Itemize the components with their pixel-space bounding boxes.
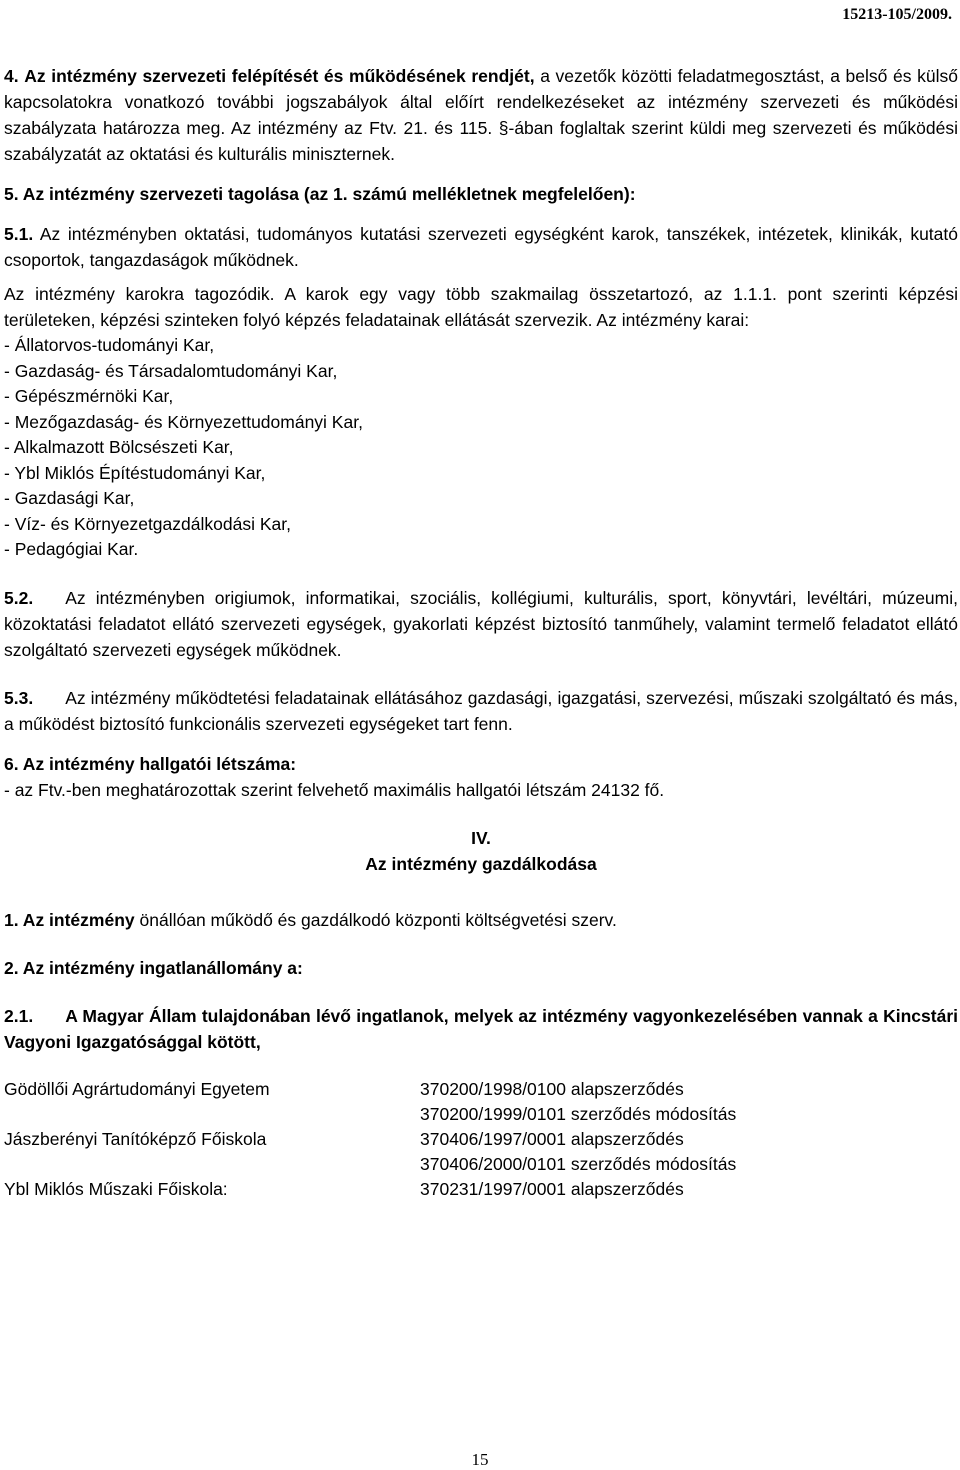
section-5-3	[4, 685, 958, 737]
section-4-text: a vezetők közötti feladatmegosztást, a belső és külső kapcsolatokra vonatkozó további jogszabályok által előírt rendelkezéseket az intézmény szervezeti és működési szabályzata határozza meg. Az intézmény az Ftv. 21. és 115. §-ában foglaltak szerint küldi meg szervezeti és működési szabályzatát az oktatási és kulturális miniszternek.	[4, 66, 958, 164]
section-5-heading: 5. Az intézmény szervezeti tagolása (az 1. számú mellékletnek megfelelően):	[4, 184, 636, 204]
section-5-1-number: 5.1.	[4, 224, 34, 244]
faculty-item: - Gazdaság- és Társadalomtudományi Kar,	[4, 360, 338, 381]
g-2-1-number: 2.1.	[4, 1005, 34, 1026]
faculty-item: - Alkalmazott Bölcsészeti Kar,	[4, 437, 234, 457]
chapter-title: Az intézmény gazdálkodása	[365, 853, 597, 874]
g-1	[4, 907, 958, 933]
faculty-item: - Mezőgazdaság- és Környezettudományi Kar,	[4, 411, 363, 432]
page-content	[4, 63, 958, 1202]
contract-row	[4, 1127, 958, 1152]
faculty-list	[4, 333, 958, 563]
section-6-heading: 6. Az intézmény hallgatói létszáma:	[4, 753, 297, 774]
contract-row	[4, 1152, 958, 1177]
faculty-item: - Gazdasági Kar,	[4, 488, 135, 508]
g-2-heading: 2. Az intézmény ingatlanállomány a:	[4, 957, 303, 978]
g-2-1-text: A Magyar Állam tulajdonában lévő ingatlanok, melyek az intézmény vagyonkezelésében vannak a Kincstári Vagyoni Igazgatósággal kötött,	[4, 1005, 958, 1052]
institution-name: Gödöllői Agrártudományi Egyetem	[4, 1078, 270, 1099]
section-4-bold: Az intézmény szervezeti felépítését és működésének rendjét,	[24, 66, 535, 86]
faculty-item: - Állatorvos-tudományi Kar,	[4, 335, 215, 355]
institution-name: Ybl Miklós Műszaki Főiskola:	[4, 1178, 228, 1199]
section-6-text: - az Ftv.-ben meghatározottak szerint felvehető maximális hallgatói létszám 24132 fő.	[4, 779, 665, 800]
contract-id: 370231/1997/0001 alapszerződés	[420, 1178, 684, 1199]
contract-row	[4, 1102, 958, 1127]
section-5-3-text: Az intézmény működtetési feladatainak ellátásához gazdasági, igazgatási, szervezési, műszaki szolgáltató és más, a működést biztosító funkcionális szervezeti egységeket tart fenn.	[4, 687, 958, 734]
g-1-bold: 1. Az intézmény	[4, 909, 135, 930]
contract-row	[4, 1077, 958, 1102]
contract-id: 370406/1997/0001 alapszerződés	[420, 1128, 684, 1149]
section-5-2-text: Az intézményben origiumok, informatikai, szociális, kollégiumi, kulturális, sport, könyvtári, levéltári, múzeumi, közoktatási feladatot ellátó szervezeti egységek, gyakorlati képzést biztosító tanműhely, valamint termelő feladatot ellátó szolgáltató szervezeti egységek működnek.	[4, 587, 958, 660]
contract-table	[4, 1077, 958, 1202]
faculties-intro: Az intézmény karokra tagozódik. A karok egy vagy több szakmailag összetartozó, az 1.1.1. pont szerinti képzési területeken, képzési szinteken folyó képzés feladatainak ellátását szervezik. Az intézmény karai:	[4, 284, 958, 330]
institution-name	[4, 1102, 420, 1127]
section-5-2-number: 5.2.	[4, 587, 34, 608]
contract-id: 370200/1999/0101 szerződés módosítás	[420, 1103, 737, 1124]
faculty-item: - Víz- és Környezetgazdálkodási Kar,	[4, 513, 291, 534]
chapter-number: IV.	[471, 827, 491, 848]
institution-name	[4, 1152, 420, 1177]
page-number: 15	[471, 1450, 489, 1469]
section-5-1	[4, 221, 958, 273]
section-5-1-text: Az intézményben oktatási, tudományos kutatási szervezeti egységként karok, tanszékek, intézetek, klinikák, kutató csoportok, tangazdaságok működnek.	[4, 224, 958, 270]
g-1-text: önállóan működő és gazdálkodó központi költségvetési szerv.	[139, 909, 617, 930]
faculty-item: - Ybl Miklós Építéstudományi Kar,	[4, 462, 266, 483]
faculty-item: - Pedagógiai Kar.	[4, 539, 139, 559]
document-number: 15213-105/2009.	[842, 6, 952, 23]
contract-id: 370406/2000/0101 szerződés módosítás	[420, 1153, 737, 1174]
contract-id: 370200/1998/0100 alapszerződés	[420, 1078, 684, 1099]
section-4	[4, 63, 958, 167]
contract-row	[4, 1177, 958, 1202]
section-4-number: 4.	[4, 66, 19, 86]
g-2-1	[4, 1003, 958, 1055]
section-5-3-number: 5.3.	[4, 687, 34, 708]
institution-name: Jászberényi Tanítóképző Főiskola	[4, 1128, 267, 1149]
section-5-2	[4, 585, 958, 663]
faculty-item: - Gépészmérnöki Kar,	[4, 386, 174, 406]
